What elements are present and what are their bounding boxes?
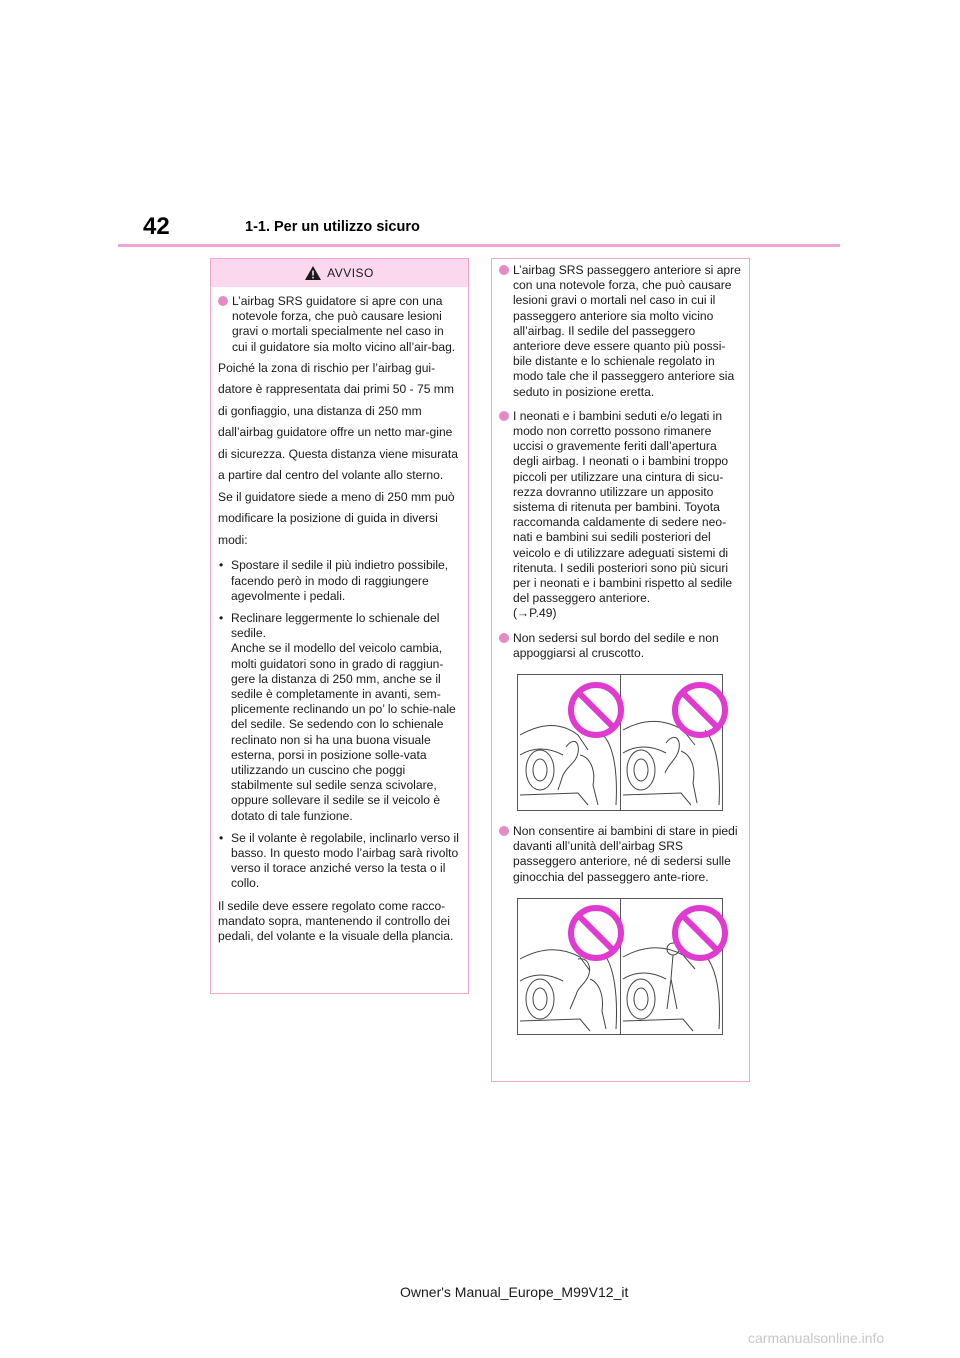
passenger-warning-box bbox=[491, 258, 750, 1082]
footer-manual-id: Owner's Manual_Europe_M99V12_it bbox=[400, 1284, 629, 1300]
warning-bullet-driver-airbag: L’airbag SRS guidatore si apre con una notevole forza, che può causare lesioni gravi o mortali specialmente nel caso in cui il guidatore sia molto vicino all’air-bag. bbox=[218, 294, 460, 355]
prohibition-icon bbox=[670, 903, 730, 963]
bullet-children-text: I neonati e i bambini seduti e/o legati in modo non corretto possono rimanere uccisi o gravemente feriti dall’apertura degli airbag. I neonati o i bambini troppo piccoli per utilizzare una cintura di sicu-rezza dovranno utilizzare un apposito sistema di ritenuta per bambini. Toyota raccomanda caldamente di sedere neo-nati e bambini sui sedili posteriori del veicolo e di utilizzare adeguati sistemi di ritenuta. I sedili posteriori sono più sicuri per i neonati e i bambini rispetto al sedile del passeggero anteriore. bbox=[513, 408, 733, 606]
illustration-seating-prohibited bbox=[517, 674, 723, 811]
warning-paragraph-risk-zone: Poiché la zona di rischio per l’airbag gui-datore è rappresentata dai primi 50 - 75 mm di gonfiaggio, una distanza di 250 mm dall’airbag guidatore offre un netto mar-gine di sicurezza. Questa distanza viene misurata a partire dal centro del volante allo sterno. Se il guidatore siede a meno di 250 mm può modificare la posizione di guida in diversi modi: bbox=[218, 360, 458, 547]
prohibition-icon bbox=[670, 680, 730, 740]
illustration-children-prohibited bbox=[517, 898, 723, 1035]
footer-watermark: carmanualsonline.info bbox=[748, 1330, 885, 1346]
section-title: 1-1. Per un utilizzo sicuro bbox=[245, 219, 420, 235]
bullet-passenger-airbag: L’airbag SRS passeggero anteriore si apre con una notevole forza, che può causare lesioni gravi o mortali nel caso in cui il passeggero anteriore sia molto vicino all’airbag. Il sedile del passeggero anteriore deve essere quanto più possi-bile distante e lo schienale regolato in modo tale che il passeggero anteriore sia seduto in posizione eretta. bbox=[499, 263, 741, 400]
warning-item-recline-detail: Anche se il modello del veicolo cambia, molti guidatori sono in grado di raggiun-gere la distanza di 250 mm, anche se il sedile è completamente in avanti, sem-plicemente reclinando un po’ lo schie-nale del sedile. Se sedendo con lo schienale reclinato non si ha una buona visuale esterna, porsi in posizione solle-vata utilizzando un cuscino che poggi stabilmente sul sedile senza scivolare, oppure sollevare il sedile se il veicolo è dotato di tale funzione. bbox=[231, 641, 456, 823]
warning-item-seat-back: • Spostare il sedile il più indietro possibile, facendo però in modo di raggiungere agevolmente i pedali. bbox=[218, 558, 460, 604]
warning-paragraph-seat-adjust: Il sedile deve essere regolato come racco-mandato sopra, mantenendo il controllo dei pedali, del volante e la visuale della plancia. bbox=[218, 898, 454, 943]
page-number: 42 bbox=[143, 213, 170, 240]
warning-triangle-icon bbox=[305, 266, 321, 280]
warning-label: AVVISO bbox=[327, 266, 374, 280]
bullet-seat-edge: Non sedersi sul bordo del sedile e non appoggiarsi al cruscotto. bbox=[499, 631, 741, 661]
warning-box bbox=[210, 258, 469, 994]
bullet-children-airbag bbox=[499, 409, 741, 622]
header-rule bbox=[118, 244, 840, 247]
warning-item-recline-title: • Reclinare leggermente lo schienale del sedile. bbox=[231, 610, 440, 641]
prohibition-icon bbox=[566, 680, 626, 740]
page-reference-link[interactable]: (→P.49) bbox=[513, 606, 557, 621]
prohibition-icon bbox=[566, 903, 626, 963]
warning-item-steering-wheel: • Se il volante è regolabile, inclinarlo verso il basso. In questo modo l’airbag sarà rivolto verso il torace anziché verso la testa o il collo. bbox=[218, 831, 460, 892]
warning-header bbox=[211, 259, 468, 287]
bullet-children-standing: Non consentire ai bambini di stare in piedi davanti all’unità dell’airbag SRS passeggero anteriore, né di sedersi sulle ginocchia del passeggero ante-riore. bbox=[499, 824, 741, 885]
warning-item-recline bbox=[218, 611, 460, 824]
